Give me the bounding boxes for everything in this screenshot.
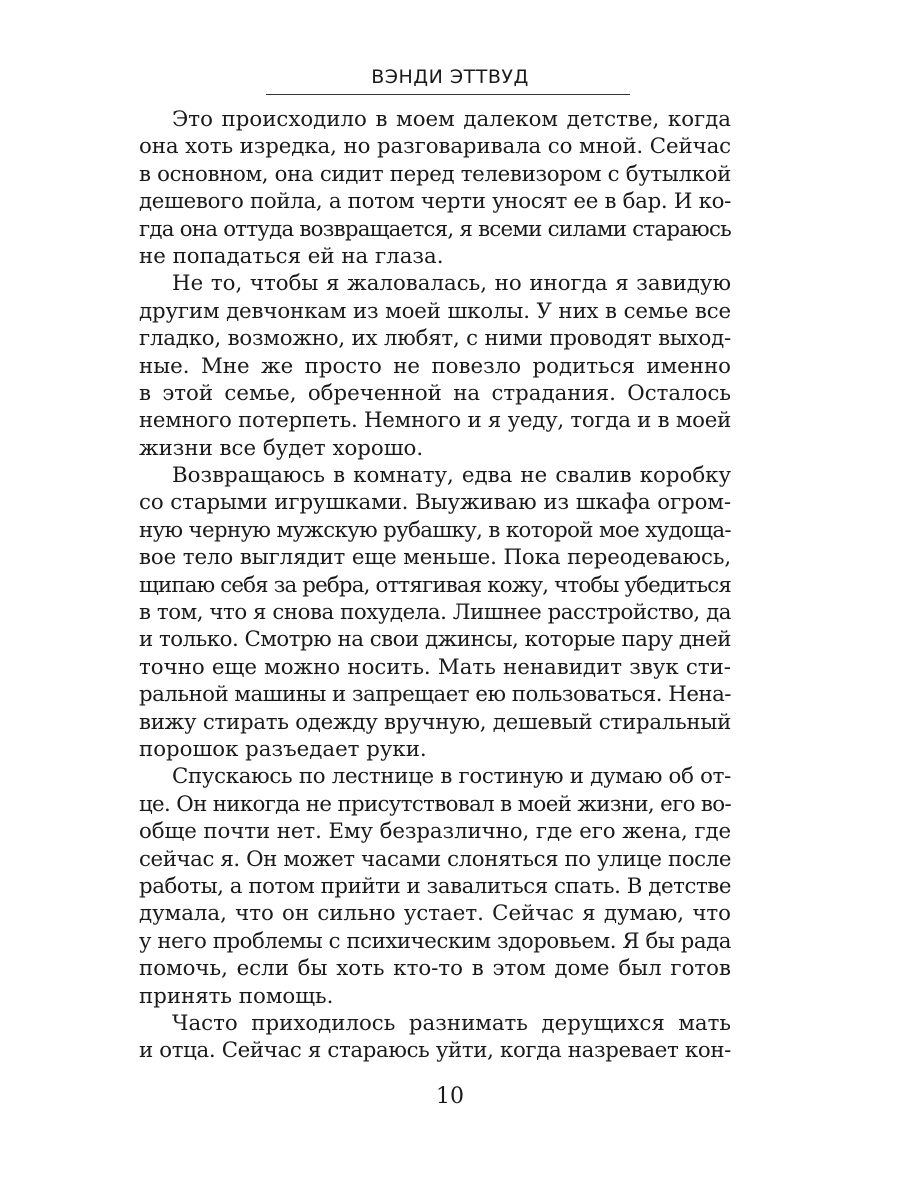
text-line: сейчас я. Он может часами слоняться по улице после <box>139 846 732 872</box>
paragraph <box>139 462 731 763</box>
text-line: в основном, она сидит перед телевизором с бутылкой <box>139 161 731 187</box>
text-line: работы, а потом прийти и завалиться спать. В детстве <box>139 873 732 899</box>
text-line: гладко, возможно, их любят, с ними проводят выход- <box>139 326 732 352</box>
text-line: принять помощь. <box>139 983 334 1009</box>
text-line: точно еще можно носить. Мать ненавидит звук сти- <box>139 654 731 680</box>
text-line: вое тело выглядит еще меньше. Пока переодеваюсь, <box>139 545 731 571</box>
paragraph <box>139 763 731 1010</box>
text-line: гда она оттуда возвращается, я всеми силами стараюсь <box>139 216 731 242</box>
text-line: в этой семье, обреченной на страдания. Осталось <box>139 380 731 406</box>
page-number: 10 <box>436 1084 464 1109</box>
text-line: и отца. Сейчас я стараюсь уйти, когда назревает кон- <box>139 1038 732 1064</box>
text-line: в том, что я снова похудела. Лишнее расстройство, да <box>139 600 732 626</box>
text-line: Не то, чтобы я жаловалась, но иногда я завидую <box>172 271 731 297</box>
text-line: жизни все будет хорошо. <box>139 435 424 461</box>
text-line: ную черную мужскую рубашку, в которой мое худоща- <box>139 517 731 543</box>
paragraph <box>139 106 731 270</box>
text-line: думала, что он сильно устает. Сейчас я думаю, что <box>139 901 731 927</box>
paragraph <box>139 270 731 462</box>
running-head: ВЭНДИ ЭТТВУД <box>371 66 529 88</box>
header-rule <box>266 94 630 95</box>
text-line: це. Он никогда не присутствовал в моей жизни, его во- <box>139 791 731 817</box>
paragraph <box>139 1010 731 1065</box>
text-line: не попадаться ей на глаза. <box>139 243 444 269</box>
text-line: порошок разъедает руки. <box>139 736 427 762</box>
text-line: Возвращаюсь в комнату, едва не свалив коробку <box>172 463 731 489</box>
text-line: и только. Смотрю на свои джинсы, которые пару дней <box>139 627 731 653</box>
text-line: ные. Мне же просто не повезло родиться именно <box>139 353 731 379</box>
text-line: вижу стирать одежду вручную, дешевый стиральный <box>139 709 732 735</box>
body-text <box>139 106 731 1065</box>
text-line: щипаю себя за ребра, оттягивая кожу, чтобы убедиться <box>139 572 732 598</box>
text-line: другим девчонкам из моей школы. У них в семье все <box>139 298 731 324</box>
text-line: немного потерпеть. Немного и я уеду, тогда и в моей <box>139 408 732 434</box>
text-line: у него проблемы с психическим здоровьем. Я бы рада <box>139 928 732 954</box>
text-line: Это происходило в моем далеком детстве, когда <box>172 107 731 132</box>
text-line: обще почти нет. Ему безразлично, где его жена, где <box>139 819 731 845</box>
text-line: дешевого пойла, а потом черти уносят ее в бар. И ко- <box>139 189 731 215</box>
text-line: помочь, если бы хоть кто-то в этом доме был готов <box>139 956 731 982</box>
text-line: она хоть изредка, но разговаривала со мной. Сейчас <box>139 134 732 160</box>
text-line: со старыми игрушками. Выуживаю из шкафа огром- <box>139 490 731 516</box>
text-line: ральной машины и запрещает ею пользоваться. Нена- <box>139 682 731 708</box>
text-line: Спускаюсь по лестнице в гостиную и думаю об от- <box>172 764 731 790</box>
text-line: Часто приходилось разнимать дерущихся мать <box>172 1010 731 1036</box>
